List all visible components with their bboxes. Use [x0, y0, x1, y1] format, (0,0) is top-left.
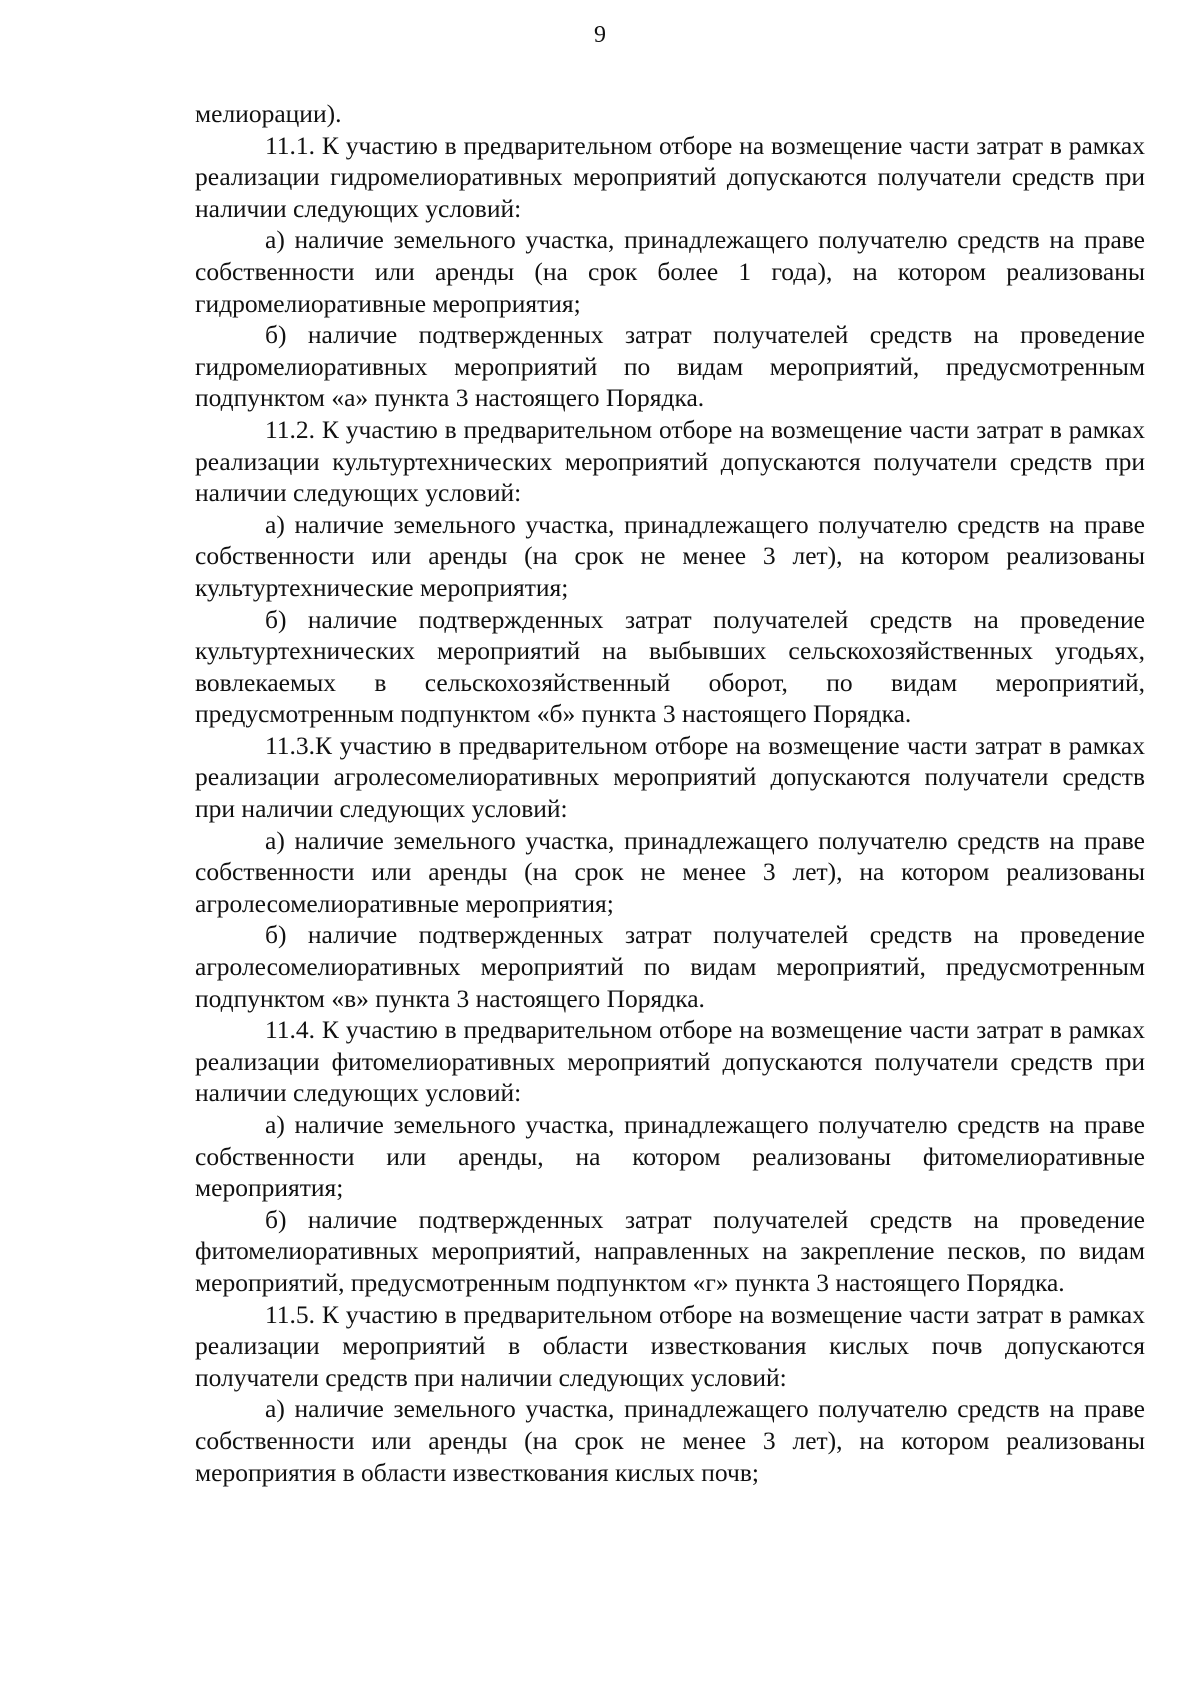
paragraph-11-1-b: б) наличие подтвержденных затрат получателей средств на проведение гидромелиоративных мероприятий по видам мероприятий, предусмотренным подпунктом «а» пункта 3 настоящего Порядка. — [195, 320, 1145, 413]
paragraph-11-1-a: а) наличие земельного участка, принадлежащего получателю средств на праве собственности или аренды (на срок более 1 года), на котором реализованы гидромелиоративные мероприятия; — [195, 225, 1145, 318]
paragraph-11-4: 11.4. К участию в предварительном отборе на возмещение части затрат в рамках реализации фитомелиоративных мероприятий допускаются получатели средств при наличии следующих условий: — [195, 1015, 1145, 1108]
paragraph-11-5-a: а) наличие земельного участка, принадлежащего получателю средств на праве собственности или аренды (на срок не менее 3 лет), на котором реализованы мероприятия в области известкования кислых почв; — [195, 1394, 1145, 1487]
document-body — [195, 98, 1145, 1488]
paragraph-11-3: 11.3.К участию в предварительном отборе на возмещение части затрат в рамках реализации агролесомелиоративных мероприятий допускаются получатели средств при наличии следующих условий: — [195, 730, 1145, 824]
paragraph-11-2-a: а) наличие земельного участка, принадлежащего получателю средств на праве собственности или аренды (на срок не менее 3 лет), на котором реализованы культуртехнические мероприятия; — [195, 509, 1145, 602]
paragraph-11-2: 11.2. К участию в предварительном отборе на возмещение части затрат в рамках реализации культуртехнических мероприятий допускаются получатели средств при наличии следующих условий: — [195, 414, 1145, 508]
paragraph-continuation: мелиорации). — [195, 99, 342, 128]
paragraph-11-1: 11.1. К участию в предварительном отборе на возмещение части затрат в рамках реализации гидромелиоративных мероприятий допускаются получатели средств при наличии следующих условий: — [195, 130, 1145, 223]
paragraph-11-3-a: а) наличие земельного участка, принадлежащего получателю средств на праве собственности или аренды (на срок не менее 3 лет), на котором реализованы агролесомелиоративные мероприятия; — [195, 825, 1145, 918]
page-number: 9 — [594, 22, 606, 48]
paragraph-11-4-b: б) наличие подтвержденных затрат получателей средств на проведение фитомелиоративных мероприятий, направленных на закрепление песков, по видам мероприятий, предусмотренным подпунктом «г» пункта 3 настоящего Порядка. — [195, 1204, 1145, 1297]
paragraph-11-3-b: б) наличие подтвержденных затрат получателей средств на проведение агролесомелиоративных мероприятий по видам мероприятий, предусмотренным подпунктом «в» пункта 3 настоящего Порядка. — [195, 920, 1145, 1013]
paragraph-11-4-a: а) наличие земельного участка, принадлежащего получателю средств на праве собственности или аренды, на котором реализованы фитомелиоративные мероприятия; — [195, 1110, 1145, 1203]
paragraph-11-5: 11.5. К участию в предварительном отборе на возмещение части затрат в рамках реализации мероприятий в области известкования кислых почв допускаются получатели средств при наличии следующих условий: — [195, 1299, 1145, 1392]
paragraph-11-2-b: б) наличие подтвержденных затрат получателей средств на проведение культуртехнических мероприятий на выбывших сельскохозяйственных угодьях, вовлекаемых в сельскохозяйственный оборот, по видам мероприятий, предусмотренным подпунктом «б» пункта 3 настоящего Порядка. — [195, 604, 1145, 729]
